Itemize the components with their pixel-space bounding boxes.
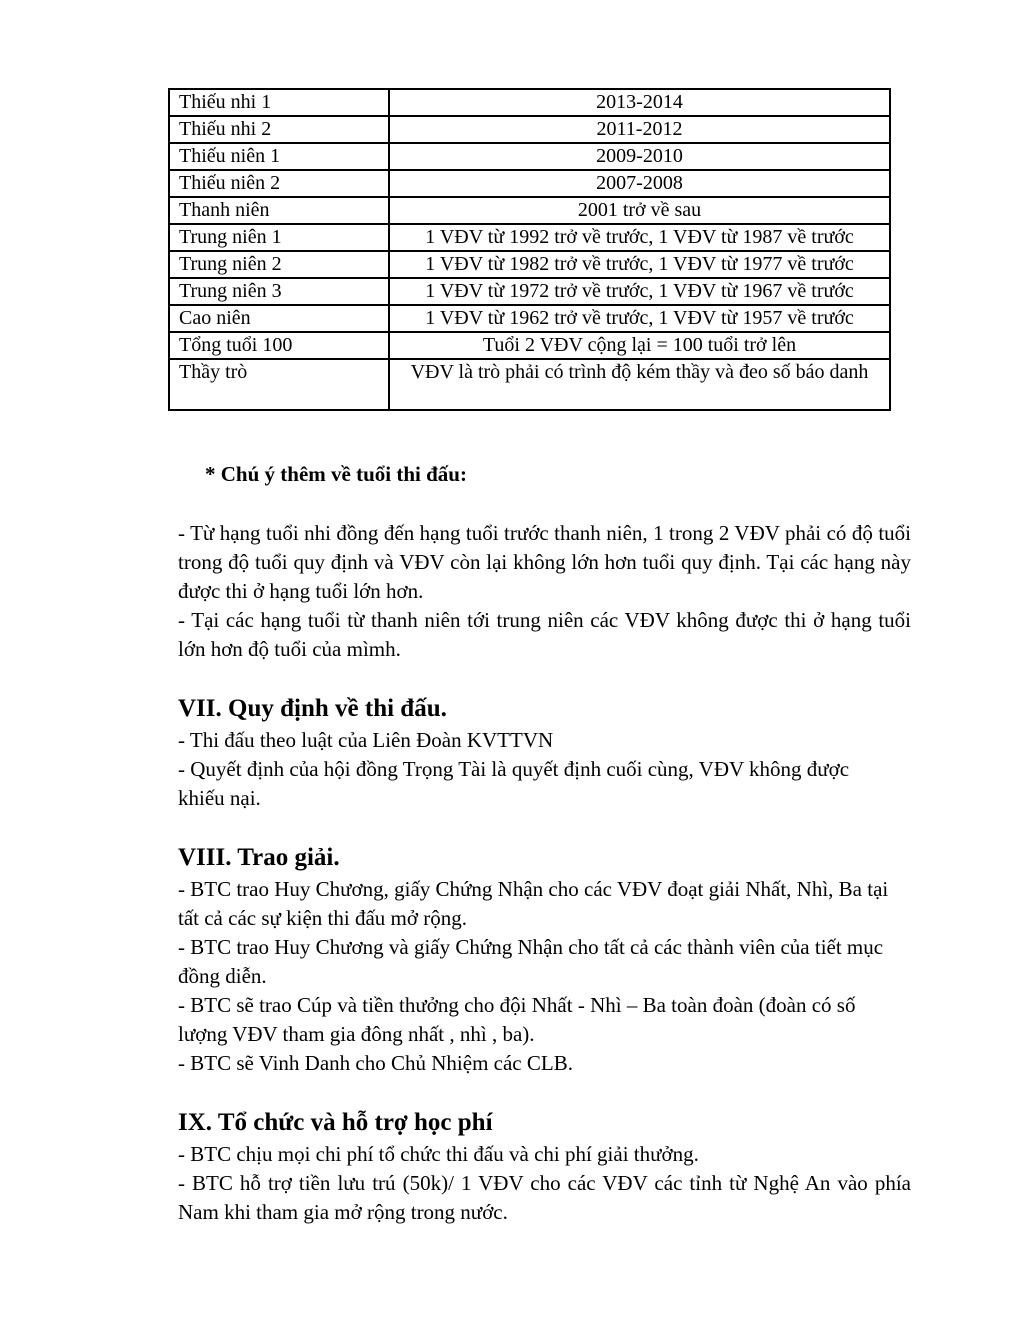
paragraph: - BTC sẽ Vinh Danh cho Chủ Nhiệm các CLB. [178,1051,573,1075]
birth-year-cell: 1 VĐV từ 1972 trở về trước, 1 VĐV từ 1967 về trước [389,278,890,305]
category-cell: Trung niên 3 [169,278,389,305]
section-heading: VII. Quy định về thi đấu. [178,695,447,722]
paragraph: - BTC trao Huy Chương và giấy Chứng Nhận cho tất cả các thành viên của tiết mục đồng diễn. [178,935,884,988]
category-cell: Thiếu niên 2 [169,170,389,197]
table-row [169,332,890,359]
paragraph: - BTC sẽ trao Cúp và tiền thưởng cho đội Nhất - Nhì – Ba toàn đoàn (đoàn có số lượng VĐV tham gia đông nhất , nhì , ba). [178,993,856,1046]
section-9-body [178,1140,911,1227]
category-cell: Tổng tuổi 100 [169,332,389,359]
category-cell: Thanh niên [169,197,389,224]
birth-year-cell: 2007-2008 [389,170,890,197]
category-cell: Cao niên [169,305,389,332]
section-8-body [178,875,903,1078]
paragraph: - Tại các hạng tuổi từ thanh niên tới trung niên các VĐV không được thi ở hạng tuổi lớn hơn độ tuổi của mìmh. [178,608,911,661]
table-row [169,197,890,224]
paragraph: - Thi đấu theo luật của Liên Đoàn KVTTVN [178,728,554,752]
table-row [169,278,890,305]
table-row [169,251,890,278]
category-cell: Thầy trò [169,359,389,410]
table-row [169,116,890,143]
paragraph: - BTC trao Huy Chương, giấy Chứng Nhận cho các VĐV đoạt giải Nhất, Nhì, Ba tại tất cả các sự kiện thi đấu mở rộng. [178,877,889,930]
category-cell: Trung niên 2 [169,251,389,278]
table-row [169,170,890,197]
section-7-body [178,726,898,813]
birth-year-cell: 1 VĐV từ 1982 trở về trước, 1 VĐV từ 1977 về trước [389,251,890,278]
category-cell: Thiếu niên 1 [169,143,389,170]
category-cell: Trung niên 1 [169,224,389,251]
category-cell: Thiếu nhi 1 [169,89,389,116]
age-note-body [178,519,911,664]
table-row [169,89,890,116]
birth-year-cell: Tuổi 2 VĐV cộng lại = 100 tuổi trở lên [389,332,890,359]
birth-year-cell: 1 VĐV từ 1992 trở về trước, 1 VĐV từ 1987 về trước [389,224,890,251]
table-row [169,224,890,251]
age-category-table [168,88,891,411]
section-heading: VIII. Trao giải. [178,844,340,871]
table-row [169,359,890,410]
paragraph: - Quyết định của hội đồng Trọng Tài là quyết định cuối cùng, VĐV không được khiếu nại. [178,757,850,810]
paragraph: - BTC hỗ trợ tiền lưu trú (50k)/ 1 VĐV cho các VĐV các tỉnh từ Nghệ An vào phía Nam khi tham gia mở rộng trong nước. [178,1171,911,1224]
birth-year-cell: 2001 trở về sau [389,197,890,224]
section-heading: IX. Tổ chức và hỗ trợ học phí [178,1109,493,1136]
category-cell: Thiếu nhi 2 [169,116,389,143]
age-note-title: * Chú ý thêm về tuổi thi đấu: [205,462,467,486]
birth-year-cell: VĐV là trò phải có trình độ kém thầy và đeo số báo danh [389,359,890,410]
birth-year-cell: 2009-2010 [389,143,890,170]
table-row [169,143,890,170]
paragraph: - Từ hạng tuổi nhi đồng đến hạng tuổi trước thanh niên, 1 trong 2 VĐV phải có độ tuổi trong độ tuổi quy định và VĐV còn lại không lớn hơn tuổi quy định. Tại các hạng này được thi ở hạng tuổi lớn hơn. [178,521,911,603]
birth-year-cell: 2011-2012 [389,116,890,143]
paragraph: - BTC chịu mọi chi phí tổ chức thi đấu và chi phí giải thưởng. [178,1142,699,1166]
birth-year-cell: 2013-2014 [389,89,890,116]
birth-year-cell: 1 VĐV từ 1962 trở về trước, 1 VĐV từ 1957 về trước [389,305,890,332]
table-row [169,305,890,332]
